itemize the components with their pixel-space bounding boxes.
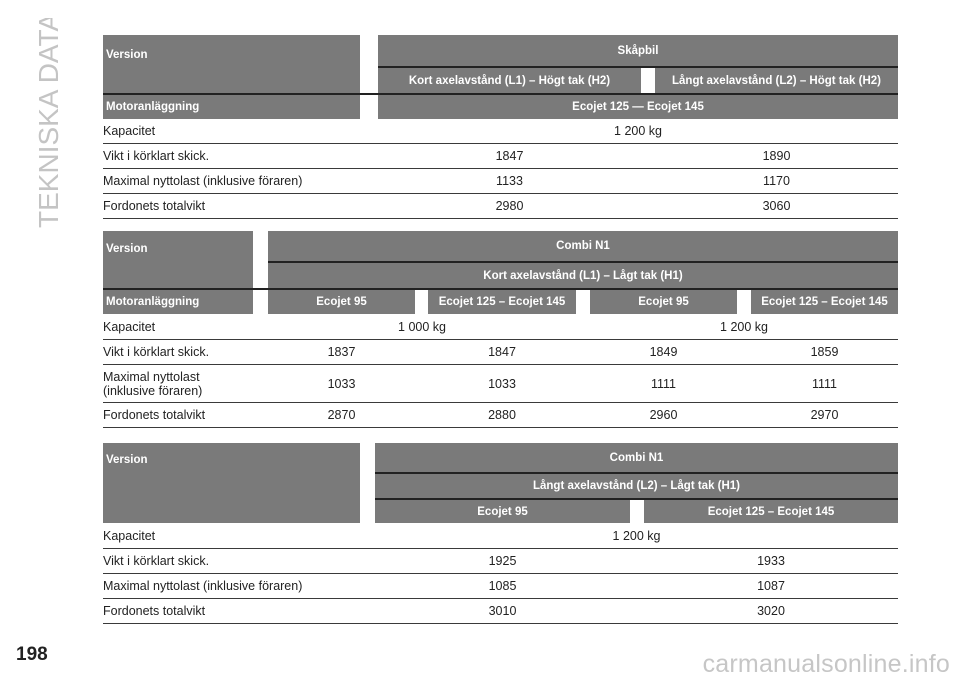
section-title-text: TEKNISKA DATA [33, 18, 64, 228]
version-label: Version [106, 49, 148, 61]
version-label: Version [106, 243, 148, 255]
section-title [12, 18, 72, 248]
body-type-header: Combi N1 [375, 443, 898, 472]
table-row: Vikt i körklart skick. 1925 1933 [103, 549, 898, 574]
engine-header: Ecojet 125 — Ecojet 145 [378, 95, 898, 119]
table-skapbil [103, 35, 898, 220]
table-row: Kapacitet 1 200 kg [103, 523, 898, 549]
engine-label: Motoranläggning [106, 296, 200, 308]
watermark-text: carmanualsonline.info [702, 650, 950, 678]
engine-header: Ecojet 95 [268, 290, 415, 314]
engine-label-cell [103, 95, 360, 119]
engine-header: Ecojet 125 – Ecojet 145 [644, 500, 898, 523]
version-label-cell [103, 231, 253, 288]
table-row: Maximal nyttolast (inklusive föraren) 1133 1170 [103, 169, 898, 194]
table-row: Fordonets totalvikt 2980 3060 [103, 194, 898, 219]
table-row: Vikt i körklart skick. 1847 1890 [103, 144, 898, 169]
table-row: Vikt i körklart skick. 1837 1847 1849 1859 [103, 340, 898, 365]
engine-label-cell [103, 290, 253, 314]
table-row: Kapacitet 1 200 kg [103, 119, 898, 144]
body-type-header: Skåpbil [378, 35, 898, 66]
engine-header: Ecojet 95 [375, 500, 630, 523]
table-row: Fordonets totalvikt 3010 3020 [103, 599, 898, 624]
variant-header: Kort axelavstånd (L1) – Högt tak (H2) [378, 68, 641, 93]
version-label-cell [103, 443, 360, 523]
variant-header: Kort axelavstånd (L1) – Lågt tak (H1) [268, 263, 898, 288]
table-combi-l1 [103, 231, 898, 431]
engine-header: Ecojet 125 – Ecojet 145 [428, 290, 576, 314]
table-combi-l2 [103, 443, 898, 625]
engine-label: Motoranläggning [106, 101, 200, 113]
engine-header: Ecojet 95 [590, 290, 737, 314]
table-row: Maximal nyttolast (inklusive föraren) 1033 1033 1111 1111 [103, 365, 898, 403]
variant-header: Långt axelavstånd (L2) – Lågt tak (H1) [375, 474, 898, 498]
table-row: Kapacitet 1 000 kg 1 200 kg [103, 314, 898, 340]
variant-header: Långt axelavstånd (L2) – Högt tak (H2) [655, 68, 898, 93]
body-type-header: Combi N1 [268, 231, 898, 261]
version-label: Version [106, 454, 148, 466]
table-row: Maximal nyttolast (inklusive föraren) 1085 1087 [103, 574, 898, 599]
table-row: Fordonets totalvikt 2870 2880 2960 2970 [103, 403, 898, 428]
version-label-cell [103, 35, 360, 93]
page-number: 198 [16, 644, 48, 665]
engine-header: Ecojet 125 – Ecojet 145 [751, 290, 898, 314]
